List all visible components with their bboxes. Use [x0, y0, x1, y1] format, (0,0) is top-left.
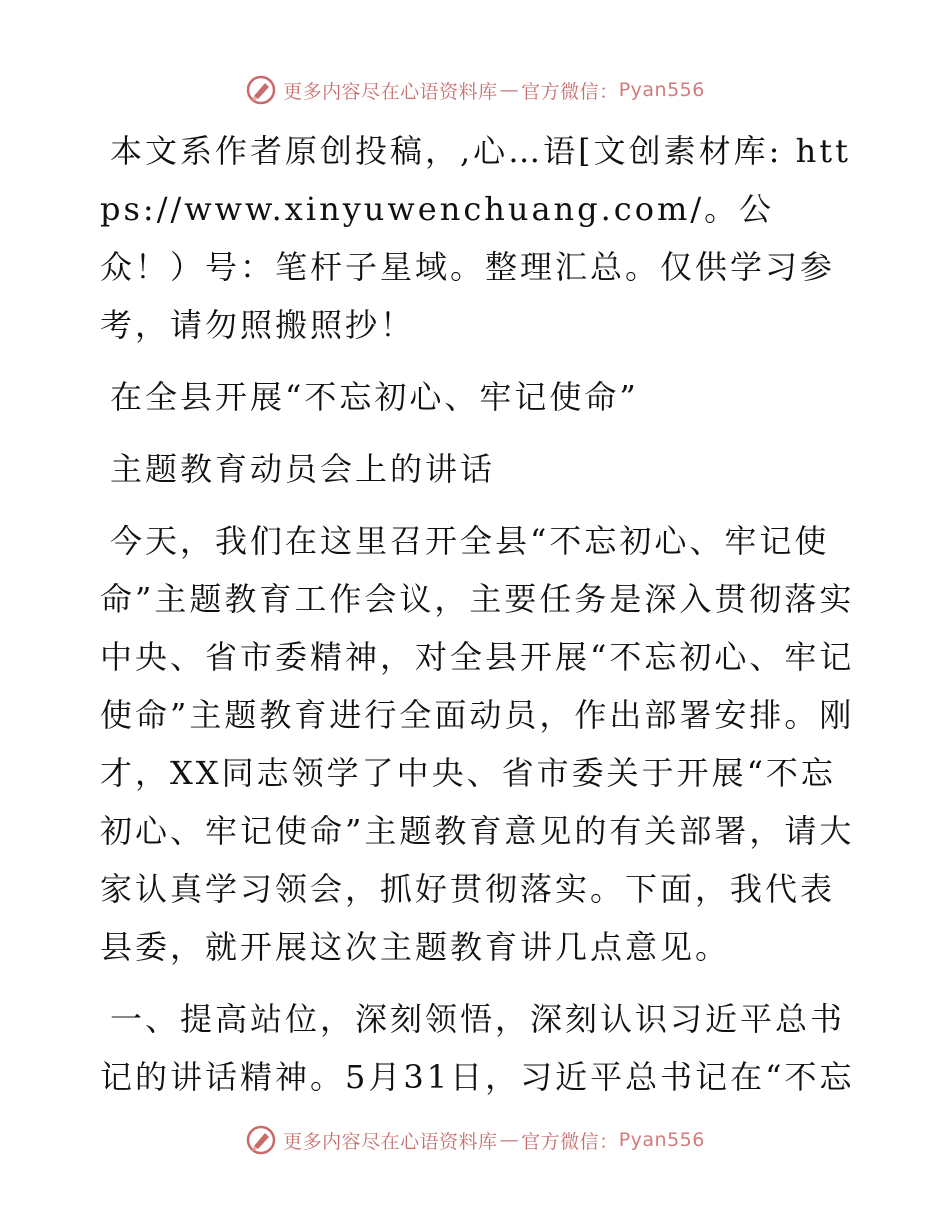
disclaimer-paragraph — [100, 122, 860, 354]
watermark-wechat-id: Pyan556 — [618, 1129, 705, 1151]
body-paragraph-2: 一、提高站位，深刻领悟，深刻认识习近平总书记的讲话精神。5月31日，习近平总书记在“不忘 — [100, 1000, 855, 1096]
title-line-2: 主题教育动员会上的讲话 — [110, 450, 496, 488]
watermark-separator: — — [499, 1129, 520, 1151]
watermark-official: 官方微信： — [521, 1130, 619, 1153]
brand-logo-icon — [245, 1124, 277, 1156]
header-watermark — [0, 70, 950, 110]
watermark-separator: — — [499, 79, 520, 101]
disclaimer-text: 本文系作者原创投稿，,心…语[文创素材库: https://www.xinyuwenchuang.com/。公众！）号：笔杆子星域。整理汇总。仅供学习参考，请勿照搬照抄！ — [100, 132, 851, 344]
document-body — [100, 122, 860, 1106]
footer-watermark — [0, 1120, 950, 1160]
brand-logo-icon — [245, 74, 277, 106]
watermark-official: 官方微信： — [521, 80, 619, 103]
title-line-1: 在全县开展“不忘初心、牢记使命” — [110, 378, 639, 416]
watermark-wechat-id: Pyan556 — [618, 79, 705, 101]
watermark-text: 更多内容尽在心语资料库 — [283, 1130, 498, 1153]
body-paragraph-1: 今天，我们在这里召开全县“不忘初心、牢记使命”主题教育工作会议，主要任务是深入贯彻落实中央、省市委精神，对全县开展“不忘初心、牢记使命”主题教育进行全面动员，作出部署安排。刚才，XX同志领学了中央、省市委关于开展“不忘初心、牢记使命”主题教育意见的有关部署，请大家认真学习领会，抓好贯彻落实。下面，我代表县委，就开展这次主题教育讲几点意见。 — [100, 522, 855, 966]
watermark-text: 更多内容尽在心语资料库 — [283, 80, 498, 103]
